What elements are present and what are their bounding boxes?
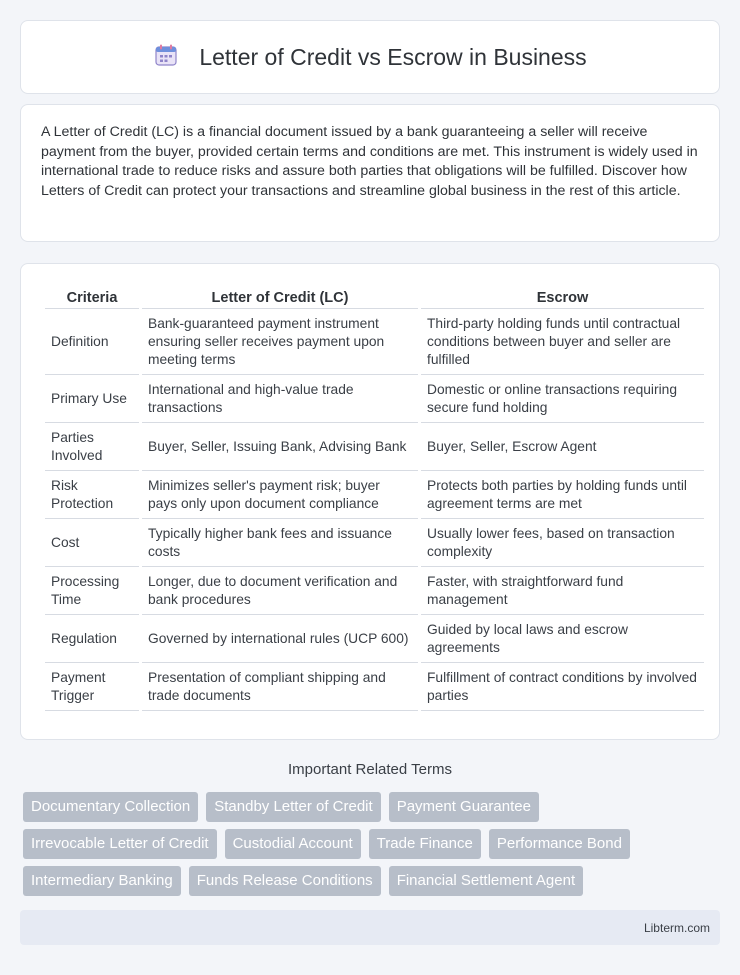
calendar-icon xyxy=(153,42,179,73)
row-lc-value: Governed by international rules (UCP 600) xyxy=(142,616,418,663)
related-term-tag[interactable]: Payment Guarantee xyxy=(389,792,539,822)
table-row xyxy=(45,664,704,711)
table-row xyxy=(45,568,704,615)
related-term-tag[interactable]: Irrevocable Letter of Credit xyxy=(23,829,217,859)
footer xyxy=(20,910,720,945)
table-row xyxy=(45,376,704,423)
row-escrow-value: Faster, with straightforward fund management xyxy=(421,568,704,615)
related-terms-title: Important Related Terms xyxy=(288,761,452,778)
comparison-table-card xyxy=(20,263,720,740)
row-lc-value: Minimizes seller's payment risk; buyer pays only upon document compliance xyxy=(142,472,418,519)
header-card xyxy=(20,20,720,94)
row-escrow-value: Guided by local laws and escrow agreements xyxy=(421,616,704,663)
related-terms-list xyxy=(23,792,723,903)
row-escrow-value: Fulfillment of contract conditions by involved parties xyxy=(421,664,704,711)
row-lc-value: Buyer, Seller, Issuing Bank, Advising Bank xyxy=(142,424,418,471)
related-term-tag[interactable]: Documentary Collection xyxy=(23,792,198,822)
related-term-tag[interactable]: Trade Finance xyxy=(369,829,481,859)
row-criteria: Definition xyxy=(45,310,139,375)
header-escrow: Escrow xyxy=(421,283,704,309)
table-row xyxy=(45,472,704,519)
related-term-tag[interactable]: Financial Settlement Agent xyxy=(389,866,583,896)
row-escrow-value: Usually lower fees, based on transaction complexity xyxy=(421,520,704,567)
table-row xyxy=(45,310,704,375)
related-term-tag[interactable]: Funds Release Conditions xyxy=(189,866,381,896)
row-escrow-value: Buyer, Seller, Escrow Agent xyxy=(421,424,704,471)
row-criteria: Parties Involved xyxy=(45,424,139,471)
row-criteria: Primary Use xyxy=(45,376,139,423)
related-term-tag[interactable]: Custodial Account xyxy=(225,829,361,859)
row-lc-value: International and high-value trade transactions xyxy=(142,376,418,423)
table-row xyxy=(45,616,704,663)
row-escrow-value: Protects both parties by holding funds until agreement terms are met xyxy=(421,472,704,519)
row-criteria: Payment Trigger xyxy=(45,664,139,711)
row-lc-value: Bank-guaranteed payment instrument ensuring seller receives payment upon meeting terms xyxy=(142,310,418,375)
comparison-table xyxy=(42,282,707,712)
intro-paragraph: A Letter of Credit (LC) is a financial document issued by a bank guaranteeing a seller will receive payment from the buyer, provided certain terms and conditions are met. This instrument is widely used in international trade to reduce risks and assure both parties that obligations will be fulfilled. Discover how Letters of Credit can protect your transactions and streamline global business in the rest of this article. xyxy=(41,124,698,199)
row-criteria: Regulation xyxy=(45,616,139,663)
row-criteria: Cost xyxy=(45,520,139,567)
row-lc-value: Typically higher bank fees and issuance costs xyxy=(142,520,418,567)
footer-site-link[interactable]: Libterm.com xyxy=(643,920,710,935)
header-letter-of-credit: Letter of Credit (LC) xyxy=(142,283,418,309)
row-lc-value: Longer, due to document verification and bank procedures xyxy=(142,568,418,615)
table-header-row xyxy=(45,283,704,309)
intro-card xyxy=(20,104,720,242)
related-term-tag[interactable]: Intermediary Banking xyxy=(23,866,181,896)
table-row xyxy=(45,520,704,567)
row-criteria: Processing Time xyxy=(45,568,139,615)
row-escrow-value: Domestic or online transactions requiring secure fund holding xyxy=(421,376,704,423)
row-escrow-value: Third-party holding funds until contractual conditions between buyer and seller are fulfilled xyxy=(421,310,704,375)
row-lc-value: Presentation of compliant shipping and trade documents xyxy=(142,664,418,711)
related-term-tag[interactable]: Standby Letter of Credit xyxy=(206,792,380,822)
related-term-tag[interactable]: Performance Bond xyxy=(489,829,630,859)
header-criteria: Criteria xyxy=(45,283,139,309)
table-row xyxy=(45,424,704,471)
page-title: Letter of Credit vs Escrow in Business xyxy=(199,43,587,70)
row-criteria: Risk Protection xyxy=(45,472,139,519)
